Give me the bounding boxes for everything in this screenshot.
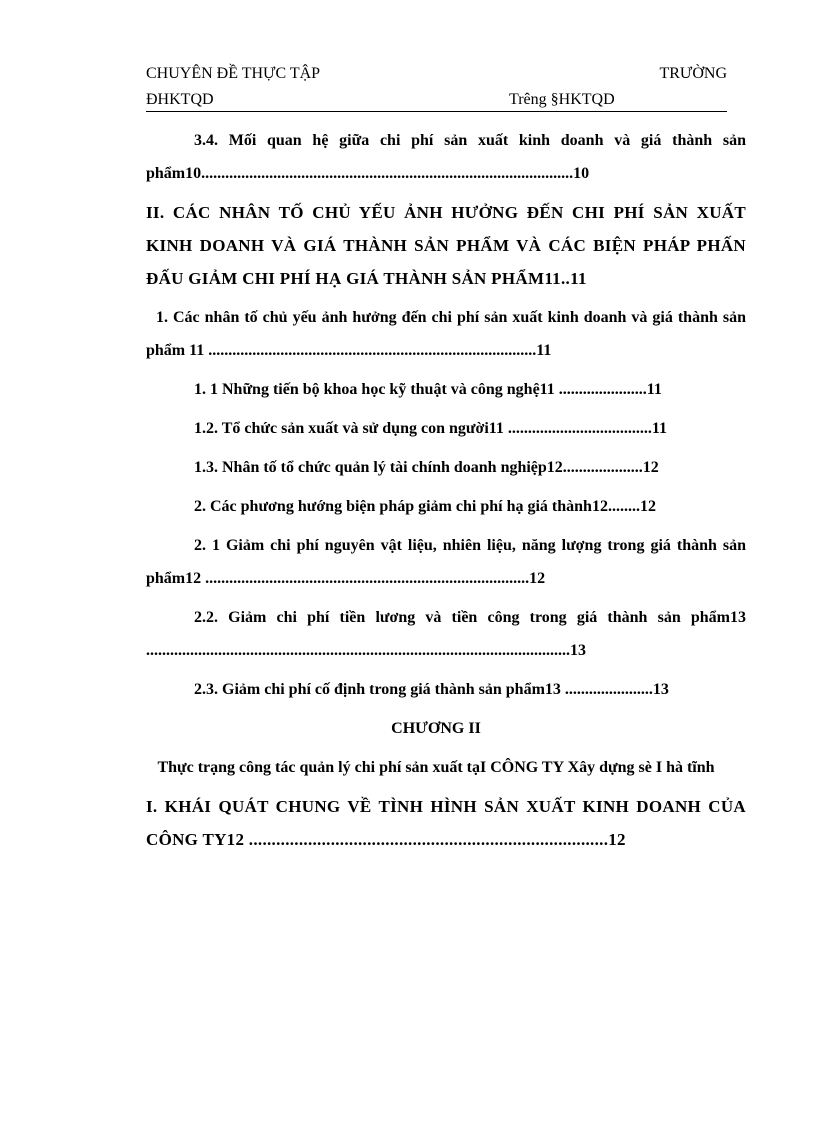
toc-entry-1: 1. Các nhân tố chủ yếu ảnh hưởng đến chi phí sản xuất kinh doanh và giá thành sản phẩm 11 ..................................................................................11 — [146, 309, 746, 359]
toc-entry-1-2: 1.2. Tổ chức sản xuất và sử dụng con người11 ....................................11 — [194, 420, 667, 437]
header-right-line1: TRƯỜNG — [659, 65, 727, 82]
toc-entry-section-ii: II. CÁC NHÂN TỐ CHỦ YẾU ẢNH HƯỞNG ĐẾN CHI PHÍ SẢN XUẤT KINH DOANH VÀ GIÁ THÀNH SẢN PHẨM VÀ CÁC BIỆN PHÁP PHẤN ĐẤU GIẢM CHI PHÍ HẠ GIÁ THÀNH SẢN PHẨM11..11 — [146, 203, 746, 288]
toc-entry-2-2: 2.2. Giảm chi phí tiền lương và tiền công trong giá thành sản phẩm13 ..........................................................................................................13 — [146, 609, 746, 659]
chapter-title: Thực trạng công tác quản lý chi phí sản xuất tạI CÔNG TY Xây dựng sè I hà tĩnh — [157, 759, 715, 776]
header-rule — [146, 111, 727, 112]
toc-entry-2-1: 2. 1 Giảm chi phí nguyên vật liệu, nhiên liệu, năng lượng trong giá thành sản phẩm12 .................................................................................12 — [146, 537, 746, 587]
chapter-label: CHƯƠNG II — [391, 720, 481, 737]
toc-entry-2-3: 2.3. Giảm chi phí cố định trong giá thành sản phẩm13 ......................13 — [194, 681, 669, 698]
table-of-contents — [146, 124, 746, 862]
toc-entry-section-i: I. KHÁI QUÁT CHUNG VỀ TÌNH HÌNH SẢN XUẤT KINH DOANH CỦA CÔNG TY12 ...............................................................................12 — [146, 797, 746, 849]
toc-entry-3-4: 3.4. Mối quan hệ giữa chi phí sản xuất kinh doanh và giá thành sản phẩm10.............................................................................................10 — [146, 132, 746, 182]
toc-entry-1-3: 1.3. Nhân tố tổ chức quản lý tài chính doanh nghiệp12....................12 — [194, 459, 659, 476]
header-left-line1: CHUYÊN ĐỀ THỰC TẬP — [146, 65, 321, 82]
toc-entry-1-1: 1. 1 Những tiến bộ khoa học kỹ thuật và công nghệ11 ......................11 — [194, 381, 662, 398]
toc-entry-2: 2. Các phương hướng biện pháp giảm chi phí hạ giá thành12........12 — [194, 498, 656, 515]
header-left-line2: ĐHKTQD — [146, 91, 214, 108]
header-right-line2: Trêng §HKTQD — [509, 91, 615, 108]
